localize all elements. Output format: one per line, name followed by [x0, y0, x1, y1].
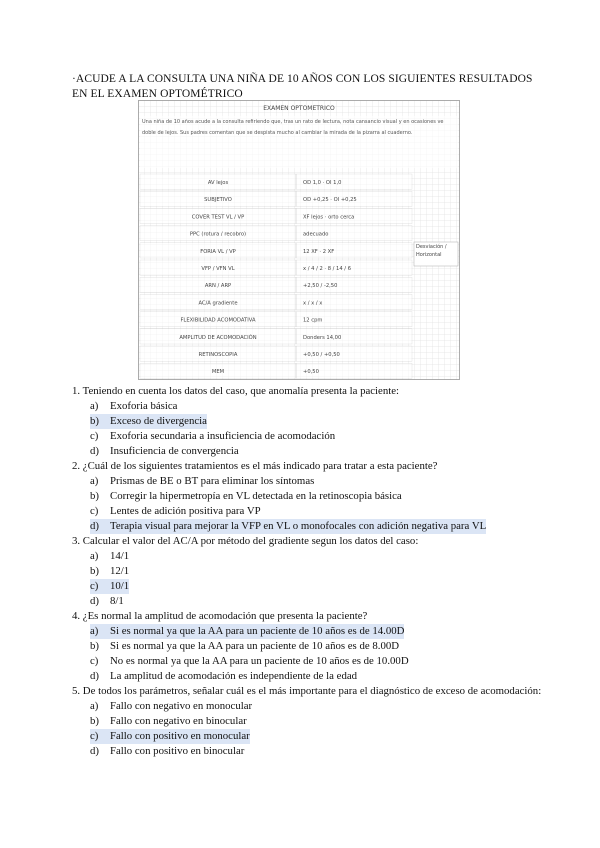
questions-list	[72, 384, 542, 759]
option-letter: a)	[90, 624, 110, 639]
exam-side-note-text: Desviación / Horizontal	[416, 244, 447, 258]
question-5-option-b[interactable]	[90, 714, 542, 729]
question-5-option-a[interactable]	[90, 699, 542, 714]
option-letter: d)	[90, 519, 110, 534]
option-letter: b)	[90, 715, 99, 727]
option-text: No es normal ya que la AA para un paciente de 10 años es de 10.00D	[110, 655, 409, 667]
option-letter: a)	[90, 400, 99, 412]
exam-table-image	[138, 100, 460, 380]
option-letter: b)	[90, 565, 99, 577]
exam-row-value: XF lejos · orto cerca	[303, 214, 355, 221]
exam-row-value: x / x / x	[303, 300, 323, 307]
question-1-option-d[interactable]	[90, 444, 542, 459]
option-text: La amplitud de acomodación es independiente de la edad	[110, 670, 358, 682]
exam-row-value: OD +0,25 · OI +0,25	[303, 197, 357, 204]
option-text: 8/1	[110, 595, 124, 607]
exam-row	[140, 294, 412, 309]
question-4-option-a[interactable]	[90, 624, 542, 639]
option-text: Exoforia secundaria a insuficiencia de acomodación	[110, 430, 336, 442]
exam-row-value: 12 XF · 2 XF	[303, 248, 335, 255]
exam-row-label: AV lejos	[207, 180, 229, 186]
option-text: Si es normal ya que la AA para un paciente de 10 años es de 8.00D	[110, 640, 400, 652]
exam-row	[140, 243, 412, 258]
exam-intro: Una niña de 10 años acude a la consulta refiriendo que, tras un rato de lectura, nota cansancio visual y en ocasiones ve doble de lejos. Sus padres comentan que se despista mucho al cambiar la mirada de la pizarra al cuaderno.	[142, 119, 444, 136]
exam-row	[140, 226, 412, 241]
option-letter: c)	[90, 579, 110, 594]
exam-row-label: MEM	[211, 369, 225, 376]
question-2-option-c[interactable]	[90, 504, 542, 519]
exam-row-value: Donders 14,00	[303, 334, 342, 341]
exam-row	[140, 260, 412, 275]
option-letter: a)	[90, 475, 99, 487]
exam-row-label: AMPLITUD DE ACOMODACIÓN	[179, 334, 257, 341]
question-2-option-b[interactable]	[90, 489, 542, 504]
option-letter: c)	[90, 729, 110, 744]
question-4-option-d[interactable]	[90, 669, 542, 684]
exam-row-value: adecuado	[303, 231, 329, 238]
question-4-option-c[interactable]	[90, 654, 542, 669]
exam-row-value: +0,50	[303, 369, 319, 376]
option-letter: b)	[90, 414, 110, 429]
case-heading: ·ACUDE A LA CONSULTA UNA NIÑA DE 10 AÑOS CON LOS SIGUIENTES RESULTADOS EN EL EXAMEN OPTOMÉTRICO	[72, 73, 533, 100]
exam-row-label: ARN / ARP	[204, 283, 232, 290]
exam-row	[140, 174, 412, 189]
exam-intro-block	[140, 116, 458, 168]
exam-row-value: +2,50 / -2,50	[303, 283, 338, 290]
option-letter: a)	[90, 700, 99, 712]
option-text: Fallo con positivo en binocular	[110, 745, 245, 757]
question-4-option-b[interactable]	[90, 639, 542, 654]
exam-side-note	[414, 242, 458, 266]
exam-row-label: SUBJETIVO	[204, 197, 232, 204]
option-text: Exoforia básica	[110, 400, 178, 412]
option-letter: b)	[90, 490, 99, 502]
exam-row	[140, 346, 412, 361]
option-letter: c)	[90, 655, 99, 667]
question-4: 4. ¿Es normal la amplitud de acomodación que presenta la paciente?	[72, 610, 368, 622]
option-text: 12/1	[110, 565, 130, 577]
option-text: Lentes de adición positiva para VP	[110, 505, 261, 517]
option-letter: c)	[90, 505, 99, 517]
question-3-option-b[interactable]	[90, 564, 542, 579]
option-letter: c)	[90, 430, 99, 442]
question-3: 3. Calcular el valor del AC/A por método del gradiente segun los datos del caso:	[72, 535, 419, 547]
exam-row	[140, 363, 412, 378]
question-1-option-c[interactable]	[90, 429, 542, 444]
option-text: Si es normal ya que la AA para un paciente de 10 años es de 14.00D	[110, 625, 405, 637]
exam-row	[140, 208, 412, 223]
exam-row-label: COVER TEST VL / VP	[191, 214, 245, 221]
question-3-option-d[interactable]	[90, 594, 542, 609]
exam-row-value: OD 1,0 · OI 1,0	[303, 180, 342, 186]
option-text: Prismas de BE o BT para eliminar los síntomas	[110, 475, 315, 487]
question-1: 1. Teniendo en cuenta los datos del caso, que anomalía presenta la paciente:	[72, 385, 400, 397]
option-letter: d)	[90, 595, 99, 607]
option-text: Corregir la hipermetropía en VL detectada en la retinoscopia básica	[110, 490, 402, 502]
question-5-option-c[interactable]	[90, 729, 542, 744]
question-5: 5. De todos los parámetros, señalar cuál es el más importante para el diagnóstico de exceso de acomodación:	[72, 685, 542, 697]
exam-row-value: x / 4 / 2 · 8 / 14 / 6	[303, 266, 352, 272]
exam-row-label: FLEXIBILIDAD ACOMODATIVA	[180, 317, 256, 324]
question-1-option-a[interactable]	[90, 399, 542, 414]
exam-title: EXAMEN OPTOMETRICO	[263, 105, 335, 112]
question-2-option-d[interactable]	[90, 519, 542, 534]
exam-row-label: VFP / VFN VL	[201, 266, 235, 272]
question-2: 2. ¿Cuál de los siguientes tratamientos es el más indicado para tratar a esta paciente?	[72, 460, 438, 472]
option-text: Terapia visual para mejorar la VFP en VL o monofocales con adición negativa para VL	[110, 520, 487, 532]
option-letter: d)	[90, 670, 99, 682]
question-1-option-b[interactable]	[90, 414, 542, 429]
exam-row-label: RETINOSCOPIA	[198, 352, 238, 358]
option-text: Insuficiencia de convergencia	[110, 445, 239, 457]
question-3-option-a[interactable]	[90, 549, 542, 564]
exam-row-label: AC/A gradiente	[198, 300, 238, 307]
exam-row-label: PPC (rotura / recobro)	[189, 231, 247, 238]
option-text: 10/1	[110, 580, 130, 592]
exam-row	[140, 277, 412, 292]
question-3-option-c[interactable]	[90, 579, 542, 594]
option-letter: d)	[90, 445, 99, 457]
exam-row-value: 12 cpm	[303, 317, 323, 324]
option-text: Fallo con negativo en monocular	[110, 700, 253, 712]
question-5-option-d[interactable]	[90, 744, 542, 759]
exam-row-value: +0,50 / +0,50	[303, 352, 340, 358]
exam-row-label: FORIA VL / VP	[200, 248, 236, 255]
option-letter: a)	[90, 550, 99, 562]
option-text: Fallo con negativo en binocular	[110, 715, 247, 727]
option-text: Fallo con positivo en monocular	[110, 730, 250, 742]
question-2-option-a[interactable]	[90, 474, 542, 489]
option-letter: b)	[90, 640, 99, 652]
option-text: 14/1	[110, 550, 130, 562]
option-text: Exceso de divergencia	[110, 415, 207, 427]
option-letter: d)	[90, 745, 99, 757]
exam-row	[140, 191, 412, 206]
